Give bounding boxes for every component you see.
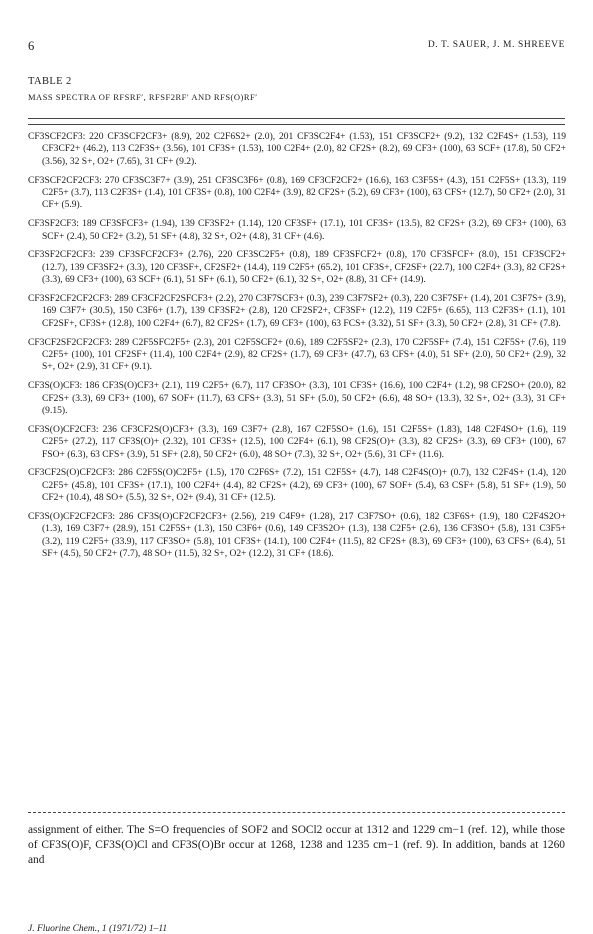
- table-body: [28, 131, 566, 567]
- table-row: CF3SCF2CF2CF3: 270 CF3SC3F7+ (3.9), 251 CF3SC3F6+ (0.8), 169 CF3CF2CF2+ (16.6), 163 C3F5S+ (4.3), 151 C2F5S+ (13.3), 119 C2F5+ (3.7), 113 C2F3S+ (1.4), 101 CF3S+ (0.8), 100 C2F4+ (3.9), 82 CF2S+ (5.2), 69 CF3+ (100), 63 CFS+ (12.7), 50 CF2+ (2.0), 31 CF+ (5.9).: [28, 174, 566, 211]
- table-top-rule: [28, 118, 565, 119]
- table-label: TABLE 2: [28, 76, 72, 87]
- table-row: CF3SCF2CF3: 220 CF3SCF2CF3+ (8.9), 202 C2F6S2+ (2.0), 201 CF3SC2F4+ (1.53), 151 CF3SCF2+ (9.2), 132 C2F4S+ (1.53), 119 CF3CF2+ (46.2), 113 C2F3S+ (3.56), 101 CF3S+ (1.53), 100 C2F4+ (2.0), 82 CF2S+ (8.2), 69 CF3+ (100), 63 SCF+ (17.8), 50 CF2+ (3.56), 32 S+, O2+ (7.65), 31 CF+ (9.2).: [28, 131, 566, 167]
- page-number: 6: [28, 39, 35, 53]
- table-row: CF3S(O)CF2CF3: 236 CF3CF2S(O)CF3+ (3.3), 169 C3F7+ (2.8), 167 C2F5SO+ (1.6), 151 C2F5S+ (1.83), 148 C2F4SO+ (1.6), 119 C2F5+ (27.2), 117 CF3S(O)+ (2.32), 101 CF3S+ (12.5), 100 C2F4+ (6.1), 98 CF2S(O)+ (3.3), 82 CF2S+ (3.3), 69 CF3+ (100), 67 FSO+ (6.3), 63 CFS+ (3.9), 51 SF+ (2.8), 50 CF2+ (6.0), 48 SO+ (7.3), 32 S+, O2+ (5.6), 31 CF+ (11.6).: [28, 423, 566, 460]
- table-bottom-rule: [28, 812, 565, 813]
- table-row: CF3S(O)CF2CF2CF3: 286 CF3S(O)CF2CF2CF3+ (2.56), 219 C4F9+ (1.28), 217 C3F7SO+ (0.6), 182 C3F6S+ (1.9), 180 C2F4S2O+ (1.3), 169 C3F7+ (28.9), 151 C2F5S+ (1.3), 150 C3F6+ (0.6), 149 CF3S2O+ (1.3), 138 C2F5+ (2.6), 136 CF3SO+ (5.8), 131 C3F5+ (3.2), 119 C2F5+ (33.9), 117 CF3SO+ (5.8), 101 CF3S+ (14.1), 100 C2F4+ (11.5), 82 CF2S+ (8.3), 69 CF3+ (100), 63 CFS+ (6.4), 51 SF+ (4.5), 50 CF2+ (7.7), 48 SO+ (11.5), 32 S+, O2+ (12.2), 31 CF+ (18.6).: [28, 511, 566, 560]
- table-row: CF3CF2S(O)CF2CF3: 286 C2F5S(O)C2F5+ (1.5), 170 C2F6S+ (7.2), 151 C2F5S+ (4.7), 148 C2F4S(O)+ (0.7), 132 C2F4S+ (1.4), 120 C2F5+ (45.8), 101 CF3S+ (17.1), 100 C2F4+ (4.4), 82 CF2S+ (4.2), 69 CF3+ (100), 67 SOF+ (5.4), 63 CSF+ (5.8), 51 SF+ (1.9), 50 CF2+ (10.4), 48 SO+ (5.5), 32 S+, O2+ (9.4), 31 CF+ (12.5).: [28, 467, 566, 504]
- table-row: CF3CF2SF2CF2CF3: 289 C2F5SFC2F5+ (2.3), 201 C2F5SCF2+ (0.6), 189 C2F5SF2+ (2.3), 170 C2F5SF+ (7.4), 151 C2F5S+ (7.6), 119 C2F5+ (100), 101 CF2SF+ (11.4), 100 C2F4+ (2.9), 82 CF2S+ (1.7), 69 CF3+ (47.7), 63 CFS+ (4.0), 51 SF+ (2.0), 50 CF2+ (2.9), 32 S+, O2+ (2.9), 31 CF+ (9.1).: [28, 336, 566, 373]
- journal-footer: J. Fluorine Chem., 1 (1971/72) 1–11: [28, 924, 168, 934]
- body-paragraph: assignment of either. The S=O frequencies of SOF2 and SOCl2 occur at 1312 and 1229 cm−1 (ref. 12), while those of CF3S(O)F, CF3S(O)Cl and CF3S(O)Br occur at 1268, 1238 and 1235 cm−1 (ref. 9). In addition, bands at 1260 and: [28, 824, 565, 867]
- table-row: CF3SF2CF2CF2CF3: 289 CF3CF2CF2SFCF3+ (2.2), 270 C3F7SCF3+ (0.3), 239 C3F7SF2+ (0.3), 220 C3F7SF+ (1.4), 201 C3F7S+ (3.9), 169 C3F7+ (30.5), 150 C3F6+ (1.7), 139 CF3SF2+ (2.8), 120 CF2SF2+, CF3SF+ (12.2), 119 C2F5+ (6.65), 113 C2F3S+ (1.1), 101 CF2SF+, CF3S+ (12.8), 100 C2F4+ (6.7), 82 CF2S+ (1.7), 69 CF3+ (100), 63 FCS+ (3.32), 51 SF+ (3.3), 50 CF2+ (2.8), 31 CF+ (7.8).: [28, 293, 566, 329]
- table-row: CF3SF2CF3: 189 CF3SFCF3+ (1.94), 139 CF3SF2+ (1.14), 120 CF3SF+ (17.1), 101 CF3S+ (13.5), 82 CF2S+ (3.2), 69 CF3+ (100), 63 SCF+ (2.4), 50 CF2+ (3.2), 51 SF+ (4.8), 32 S+, O2+ (4.8), 31 CF+ (4.6).: [28, 218, 566, 242]
- running-head: D. T. SAUER, J. M. SHREEVE: [427, 40, 565, 50]
- table-header-rule: [28, 124, 565, 125]
- table-row: CF3SF2CF2CF3: 239 CF3SFCF2CF3+ (2.76), 220 CF3SC2F5+ (0.8), 189 CF3SFCF2+ (0.8), 170 CF3SFCF+ (8.0), 151 CF3SCF2+ (12.7), 139 CF3SF2+ (3.3), 120 CF3SF+, CF2SF2+ (14.4), 119 C2F5+ (65.2), 101 CF3S+, CF2SF+ (22.7), 100 C2F4+ (3.3), 82 CF2S+ (3.3), 69 CF3+ (100), 63 SCF+ (6.1), 51 SF+ (6.1), 50 CF2+ (6.1), 32 S+, O2+ (8.8), 31 CF+ (14.9).: [28, 249, 566, 286]
- table-caption: MASS SPECTRA OF RFSRF′, RFSF2RF′ AND RFS(O)RF′: [28, 92, 258, 102]
- table-row: CF3S(O)CF3: 186 CF3S(O)CF3+ (2.1), 119 C2F5+ (6.7), 117 CF3SO+ (3.3), 101 CF3S+ (16.6), 100 C2F4+ (1.2), 98 CF2SO+ (20.0), 82 CF2S+ (3.3), 69 CF3+ (100), 67 SOF+ (11.7), 63 CFS+ (3.3), 51 SF+ (5.0), 50 CF2+ (6.6), 48 SO+ (13.3), 32 S+, O2+ (3.3), 31 CF+ (9.15).: [28, 380, 566, 417]
